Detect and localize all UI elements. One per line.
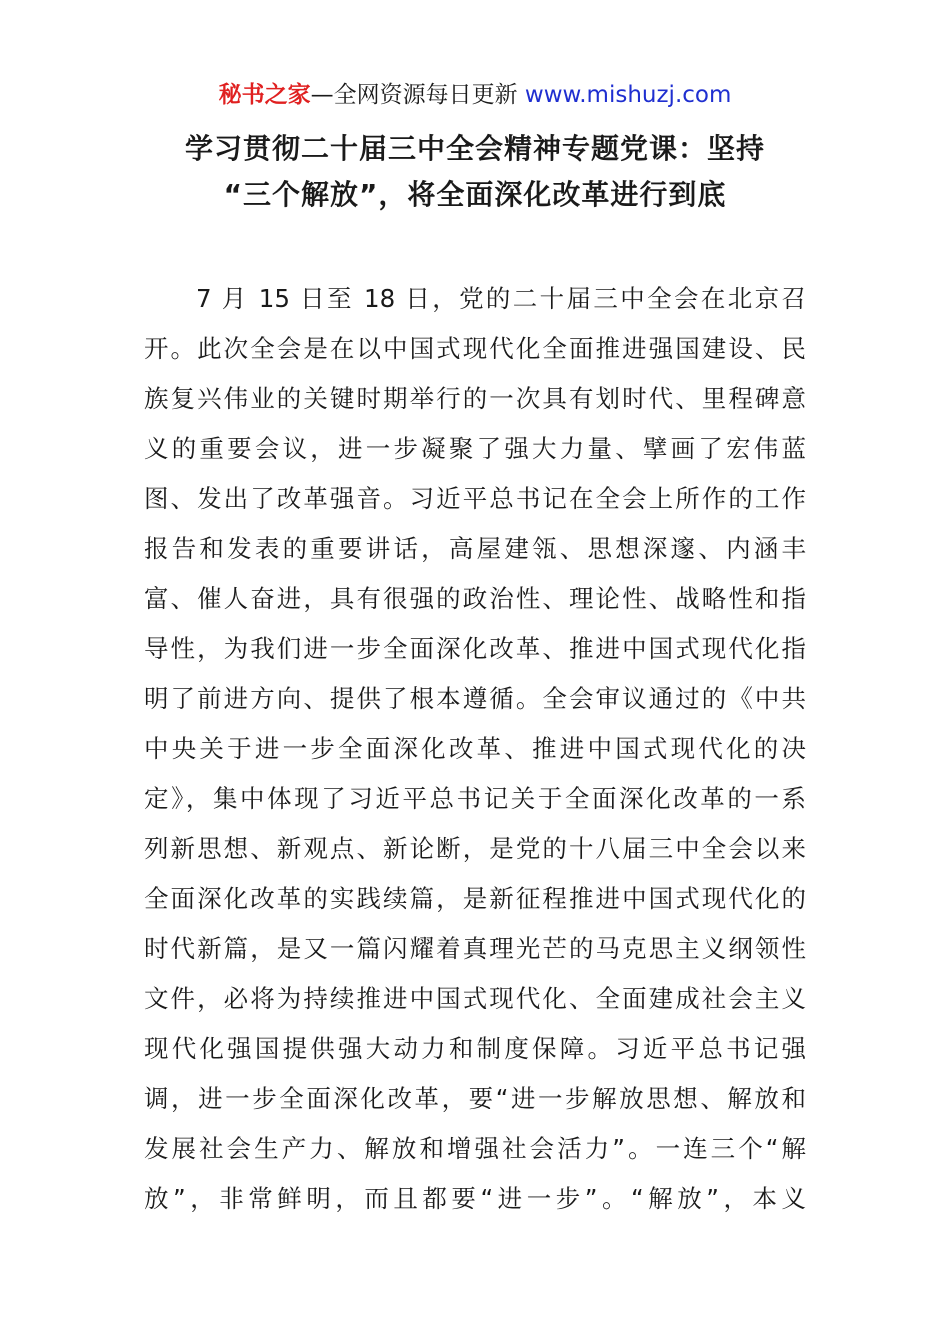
body-line: 义的重要会议，进一步凝聚了强大力量、擘画了宏伟蓝	[144, 434, 806, 463]
body-line: 明了前进方向、提供了根本遵循。全会审议通过的《中共	[144, 684, 806, 713]
title-line: 学习贯彻二十届三中全会精神专题党课：坚持	[184, 132, 765, 165]
body-line: 发展社会生产力、解放和增强社会活力”。一连三个“解	[144, 1134, 806, 1163]
body-line: 时代新篇，是又一篇闪耀着真理光芒的马克思主义纲领性	[144, 934, 806, 963]
body-line: 现代化强国提供强大动力和制度保障。习近平总书记强	[144, 1034, 806, 1063]
body-line: 图、发出了改革强音。习近平总书记在全会上所作的工作	[144, 484, 806, 513]
body-line: 7 月 15 日至 18 日，党的二十届三中全会在北京召	[196, 284, 806, 313]
title-line: “三个解放”，将全面深化改革进行到底	[223, 178, 727, 211]
body-line: 中央关于进一步全面深化改革、推进中国式现代化的决	[144, 734, 806, 763]
document-body	[144, 274, 806, 1224]
body-line: 族复兴伟业的关键时期举行的一次具有划时代、里程碑意	[144, 384, 806, 413]
body-line: 全面深化改革的实践续篇，是新征程推进中国式现代化的	[144, 884, 806, 913]
body-line: 定》，集中体现了习近平总书记关于全面深化改革的一系	[144, 784, 806, 813]
document-title	[100, 126, 850, 218]
body-line: 开。此次全会是在以中国式现代化全面推进强国建设、民	[144, 334, 806, 363]
body-line: 调，进一步全面深化改革，要“进一步解放思想、解放和	[144, 1084, 806, 1113]
body-line: 文件，必将为持续推进中国式现代化、全面建成社会主义	[144, 984, 806, 1013]
body-line: 报告和发表的重要讲话，高屋建瓴、思想深邃、内涵丰	[144, 534, 806, 563]
site-header	[0, 78, 950, 112]
site-url-link[interactable]: www.mishuzj.com	[524, 82, 732, 108]
body-line: 导性，为我们进一步全面深化改革、推进中国式现代化指	[144, 634, 806, 663]
site-tagline: —全网资源每日更新	[310, 82, 525, 108]
body-line: 放”，非常鲜明，而且都要“进一步”。“解放”，本义	[144, 1184, 806, 1213]
body-line: 富、催人奋进，具有很强的政治性、理论性、战略性和指	[144, 584, 806, 613]
site-brand: 秘书之家	[218, 82, 311, 108]
body-line: 列新思想、新观点、新论断，是党的十八届三中全会以来	[144, 834, 806, 863]
